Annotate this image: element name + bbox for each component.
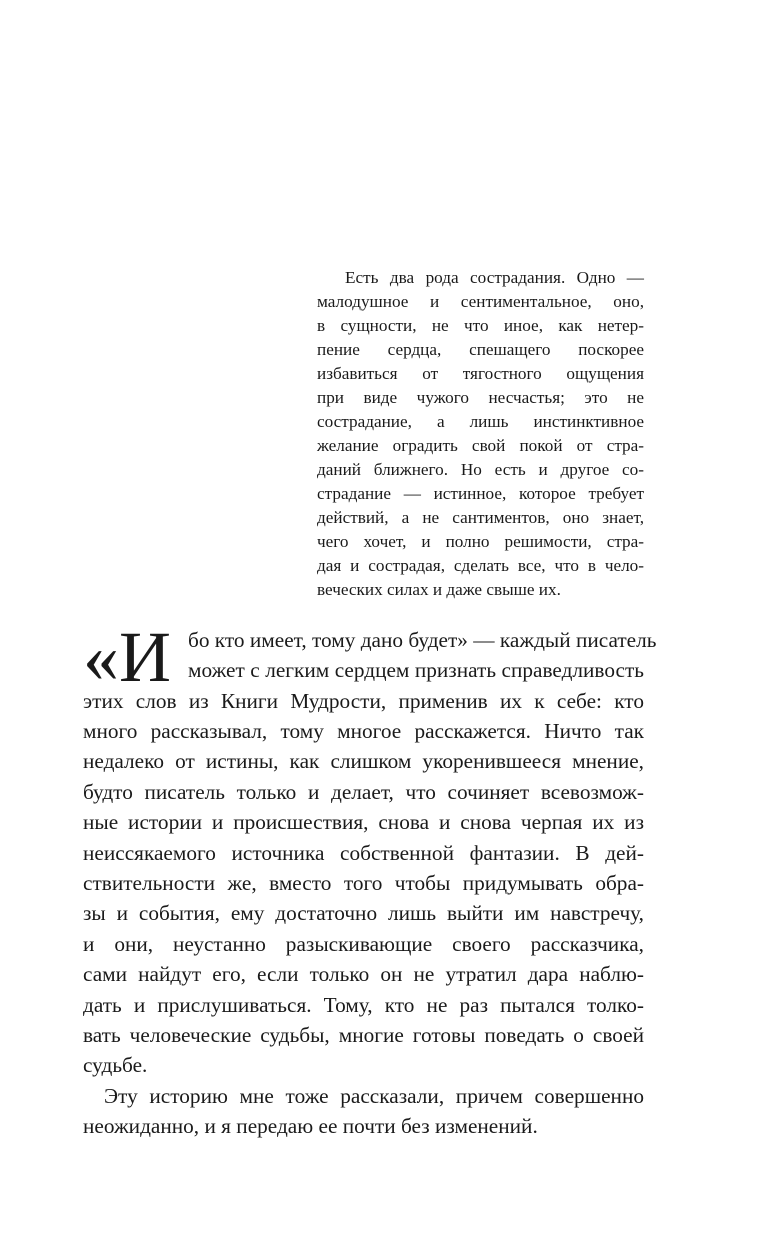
epigraph-line: дая и сострадая, сделать все, что в чело- xyxy=(317,556,644,575)
epigraph-line: страдание — истинное, которое требует xyxy=(317,484,644,503)
main-line: может с легким сердцем признать справедливость xyxy=(188,658,644,682)
epigraph-line: избавиться от тягостного ощущения xyxy=(317,364,644,383)
epigraph-line: сострадание, а лишь инстинктивное xyxy=(317,412,644,431)
main-line: бо кто имеет, тому дано будет» — каждый писатель xyxy=(188,628,657,652)
main-line: сами найдут его, если только он не утратил дара наблю- xyxy=(83,962,644,986)
main-line: зы и события, ему достаточно лишь выйти им навстречу, xyxy=(83,901,644,925)
main-line: этих слов из Книги Мудрости, применив их к себе: кто xyxy=(83,689,644,713)
epigraph-line: при виде чужого несчастья; это не xyxy=(317,388,644,407)
main-line: ствительности же, вместо того чтобы придумывать обра- xyxy=(83,871,644,895)
epigraph-line: веческих силах и даже свыше их. xyxy=(317,580,561,599)
main-line: неиссякаемого источника собственной фантазии. В дей- xyxy=(83,841,644,865)
epigraph-line: Есть два рода сострадания. Одно — xyxy=(345,268,644,287)
epigraph-line: желание оградить свой покой от стра- xyxy=(317,436,644,455)
epigraph-line: чего хочет, и полно решимости, стра- xyxy=(317,532,644,551)
main-line: вать человеческие судьбы, многие готовы поведать о своей xyxy=(83,1023,644,1047)
epigraph-line: даний ближнего. Но есть и другое со- xyxy=(317,460,644,479)
main-line: Эту историю мне тоже рассказали, причем совершенно xyxy=(104,1084,644,1108)
epigraph-line: пение сердца, спешащего поскорее xyxy=(317,340,644,359)
main-line: и они, неустанно разыскивающие своего рассказчика, xyxy=(83,932,644,956)
main-line: дать и прислушиваться. Тому, кто не раз пытался толко- xyxy=(83,993,644,1017)
main-line: судьбе. xyxy=(83,1053,148,1077)
main-line: будто писатель только и делает, что сочиняет всевозмож- xyxy=(83,780,644,804)
main-line: ные истории и происшествия, снова и снова черпая их из xyxy=(83,810,644,834)
epigraph-line: малодушное и сентиментальное, оно, xyxy=(317,292,644,311)
main-line: неожиданно, и я передаю ее почти без изменений. xyxy=(83,1114,538,1138)
main-line: недалеко от истины, как слишком укоренившееся мнение, xyxy=(83,749,644,773)
epigraph-line: действий, а не сантиментов, оно знает, xyxy=(317,508,644,527)
drop-cap: «И xyxy=(83,617,171,697)
main-line: много рассказывал, тому многое расскажется. Ничто так xyxy=(83,719,644,743)
epigraph-line: в сущности, не что иное, как нетер- xyxy=(317,316,644,335)
